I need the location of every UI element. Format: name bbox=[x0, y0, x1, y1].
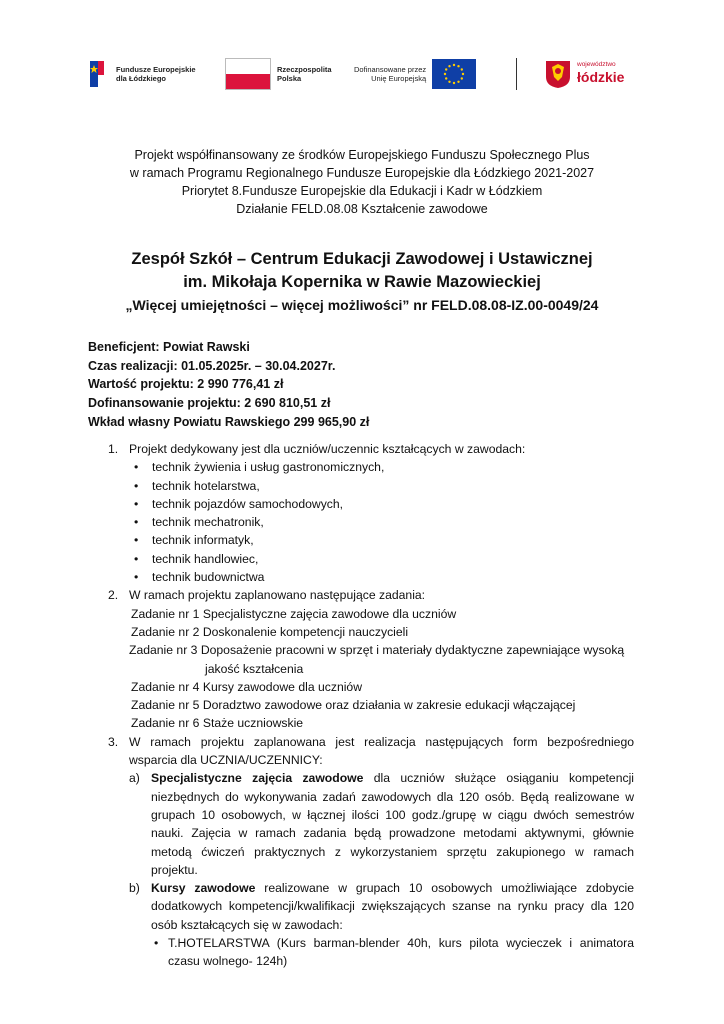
list-item: • technik hotelarstwa, bbox=[129, 477, 634, 495]
course-list bbox=[151, 934, 634, 971]
support-form-a-title: Specjalistyczne zajęcia zawodowe bbox=[151, 771, 364, 786]
eu-logo bbox=[354, 52, 476, 96]
item-letter: b) bbox=[129, 881, 140, 896]
project-facts bbox=[88, 338, 369, 432]
eu-logo-line2: Unię Europejską bbox=[371, 74, 427, 83]
document-title bbox=[40, 248, 684, 317]
rp-logo bbox=[225, 52, 332, 96]
task-item: Zadanie nr 2 Doskonalenie kompetencji nauczycieli bbox=[131, 624, 409, 639]
support-form-a-text: dla uczniów służące osiąganiu kompetencji niezbędnych do wykonywania zadań zawodowych dla 120 osób. Będą realizowane w grupach 10 osobowych, w łącznej ilości 100 godz./grupę w ciągu dwóch semestrów nauki. Zajęcia w ramach zadania będą prowadzone metodami aktywnymi, głównie metodą ćwiczeń praktycznych z wykorzystaniem sprzętu zakupionego w ramach projektu. bbox=[151, 771, 634, 877]
task-list bbox=[129, 605, 634, 733]
section-3-text: W ramach projektu zaplanowana jest realizacja następujących form bezpośredniego wsparcia dla UCZNIA/UCZENNICY: bbox=[129, 734, 634, 768]
eu-flag-icon bbox=[432, 59, 476, 89]
task-item: Zadanie nr 6 Staże uczniowskie bbox=[131, 716, 304, 731]
intro-line: Działanie FELD.08.08 Kształcenie zawodowe bbox=[236, 202, 488, 216]
region-logo bbox=[545, 52, 624, 96]
main-content bbox=[88, 440, 634, 971]
section-1 bbox=[88, 440, 634, 586]
list-item: • technik informatyk, bbox=[129, 531, 634, 549]
task-item: Zadanie nr 4 Kursy zawodowe dla uczniów bbox=[131, 679, 363, 694]
support-form-b-title: Kursy zawodowe bbox=[151, 881, 256, 896]
eu-logo-line1: Dofinansowane przez bbox=[354, 65, 427, 74]
fact-duration: Czas realizacji: 01.05.2025r. – 30.04.2027r. bbox=[88, 358, 336, 373]
fe-logo-line1: Fundusze Europejskie bbox=[116, 65, 196, 74]
fact-funding: Dofinansowanie projektu: 2 690 810,51 zł bbox=[88, 396, 331, 411]
task-item-continuation: jakość kształcenia bbox=[205, 661, 304, 676]
fact-own-contribution: Wkład własny Powiatu Rawskiego 299 965,90 zł bbox=[88, 414, 370, 429]
title-line3: „Więcej umiejętności – więcej możliwości” nr FELD.08.08-IZ.00-0049/24 bbox=[125, 297, 599, 313]
polish-flag-icon bbox=[225, 58, 271, 90]
rp-logo-line1: Rzeczpospolita bbox=[277, 65, 332, 74]
fact-value: Wartość projektu: 2 990 776,41 zł bbox=[88, 377, 284, 392]
intro-line: w ramach Programu Regionalnego Fundusze Europejskie dla Łódzkiego 2021-2027 bbox=[129, 166, 595, 180]
list-item: • T.HOTELARSTWA (Kurs barman-blender 40h, kurs pilota wycieczek i animatora czasu wolnego- 124h) bbox=[151, 934, 634, 971]
section-number: 2. bbox=[108, 588, 119, 603]
logo-bar bbox=[90, 52, 630, 96]
section-2-text: W ramach projektu zaplanowano następujące zadania: bbox=[129, 588, 426, 603]
list-item: • technik żywienia i usług gastronomicznych, bbox=[129, 458, 634, 476]
list-item: • technik mechatronik, bbox=[129, 513, 634, 531]
support-form-a bbox=[129, 769, 634, 879]
fact-beneficiary: Beneficjent: Powiat Rawski bbox=[88, 340, 250, 354]
task-item: Zadanie nr 1 Specjalistyczne zajęcia zawodowe dla uczniów bbox=[131, 606, 457, 621]
intro-block bbox=[60, 146, 664, 218]
logo-divider bbox=[516, 58, 517, 90]
section-3 bbox=[88, 733, 634, 971]
support-form-b-text: realizowane w grupach 10 osobowych umożliwiające zdobycie dodatkowych kompetencji/kwalifikacji zwiększających szanse na rynku pracy dla 120 osób kształcących się w zawodach: bbox=[151, 881, 635, 932]
profession-list bbox=[129, 458, 634, 586]
list-item: • technik pojazdów samochodowych, bbox=[129, 495, 634, 513]
list-item: • technik budownictwa bbox=[129, 568, 634, 586]
section-number: 3. bbox=[108, 734, 119, 749]
task-item: Zadanie nr 5 Doradztwo zawodowe oraz działania w zakresie edukacji włączającej bbox=[131, 698, 576, 713]
section-2 bbox=[88, 586, 634, 732]
region-logo-name: łódzkie bbox=[577, 69, 625, 85]
title-line1: Zespół Szkół – Centrum Edukacji Zawodowej i Ustawicznej bbox=[131, 250, 593, 268]
intro-line: Priorytet 8.Fundusze Europejskie dla Edukacji i Kadr w Łódzkiem bbox=[181, 184, 543, 198]
item-letter: a) bbox=[129, 771, 140, 786]
section-number: 1. bbox=[108, 442, 119, 456]
fe-logo-line2: dla Łódzkiego bbox=[116, 74, 167, 83]
region-emblem-icon bbox=[545, 59, 571, 89]
intro-line: Projekt współfinansowany ze środków Europejskiego Funduszu Społecznego Plus bbox=[134, 148, 590, 162]
task-item: Zadanie nr 3 Doposażenie pracowni w sprzęt i materiały dydaktyczne zapewniające wysoką bbox=[129, 643, 625, 658]
rp-logo-line2: Polska bbox=[277, 74, 302, 83]
region-logo-small: województwo bbox=[577, 61, 616, 68]
fe-logo bbox=[90, 52, 196, 96]
list-item: • technik handlowiec, bbox=[129, 550, 634, 568]
section-1-text: Projekt dedykowany jest dla uczniów/uczennic kształcących w zawodach: bbox=[129, 442, 526, 456]
fe-star-icon bbox=[90, 59, 110, 89]
support-form-b bbox=[129, 879, 634, 970]
support-forms-list bbox=[129, 769, 634, 970]
title-line2: im. Mikołaja Kopernika w Rawie Mazowieckiej bbox=[183, 273, 541, 291]
